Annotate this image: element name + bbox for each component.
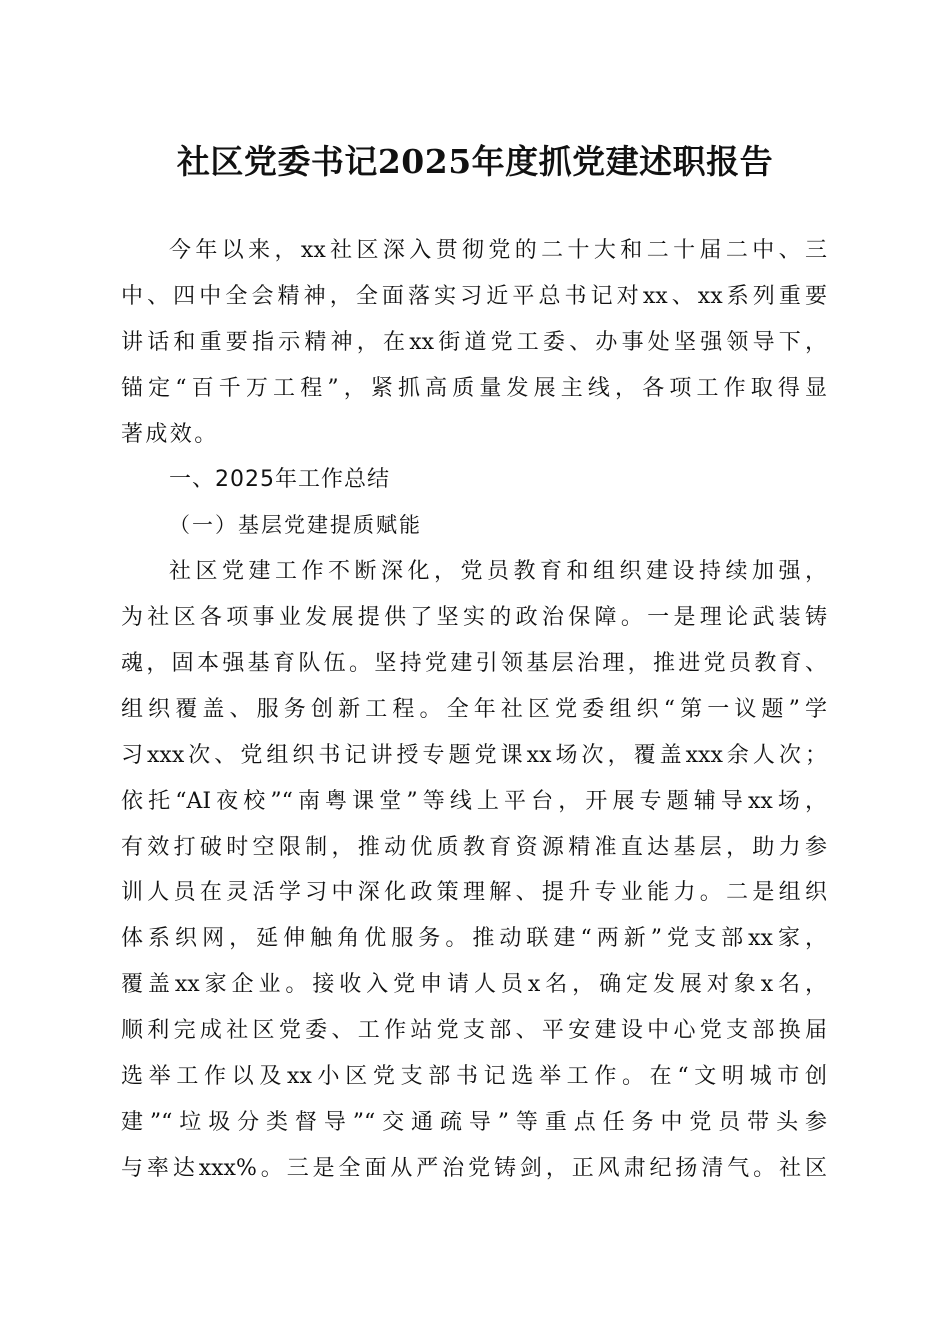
paragraph-line: 社区党建工作不断深化，党员教育和组织建设持续加强， [169, 559, 827, 585]
paragraph-line: 依托“AI夜校”“南粤课堂”等线上平台，开展专题辅导xx场， [121, 788, 827, 814]
page-title: 社区党委书记2025年度抓党建述职报告 [176, 142, 774, 181]
paragraph-line: 训人员在灵活学习中深化政策理解、提升专业能力。二是组织 [121, 880, 827, 906]
paragraph-line: 建”“垃圾分类督导”“交通疏导”等重点任务中党员带头参 [121, 1109, 827, 1135]
paragraph-line: 顺利完成社区党委、工作站党支部、平安建设中心党支部换届 [121, 1018, 827, 1044]
paragraph-line: 锚定“百千万工程”，紧抓高质量发展主线，各项工作取得显 [121, 375, 827, 401]
paragraph-line: 今年以来，xx社区深入贯彻党的二十大和二十届二中、三 [169, 238, 827, 263]
paragraph-line: 有效打破时空限制，推动优质教育资源精准直达基层，助力参 [121, 834, 827, 860]
paragraph-line: 中、四中全会精神，全面落实习近平总书记对xx、xx系列重要 [121, 283, 827, 309]
paragraph-line: 选举工作以及xx小区党支部书记选举工作。在“文明城市创 [121, 1064, 827, 1090]
document-body [121, 228, 827, 1192]
subsection-heading: （一）基层党建提质赋能 [169, 513, 422, 538]
paragraph-line: 著成效。 [121, 421, 219, 447]
paragraph-line: 习xxx次、党组织书记讲授专题党课xx场次，覆盖xxx余人次； [121, 742, 827, 768]
paragraph-line: 与率达xxx%。三是全面从严治党铸剑，正风肃纪扬清气。社区 [121, 1155, 827, 1181]
section-heading: 一、2025年工作总结 [169, 467, 390, 493]
paragraph-line: 组织覆盖、服务创新工程。全年社区党委组织“第一议题”学 [121, 696, 827, 722]
paragraph-line: 讲话和重要指示精神，在xx街道党工委、办事处坚强领导下， [121, 329, 827, 355]
paragraph-line: 覆盖xx家企业。接收入党申请人员x名，确定发展对象x名， [121, 972, 827, 998]
paragraph-line: 体系织网，延伸触角优服务。推动联建“两新”党支部xx家， [121, 926, 827, 952]
paragraph-line: 魂，固本强基育队伍。坚持党建引领基层治理，推进党员教育、 [121, 651, 827, 677]
paragraph-line: 为社区各项事业发展提供了坚实的政治保障。一是理论武装铸 [121, 605, 827, 631]
